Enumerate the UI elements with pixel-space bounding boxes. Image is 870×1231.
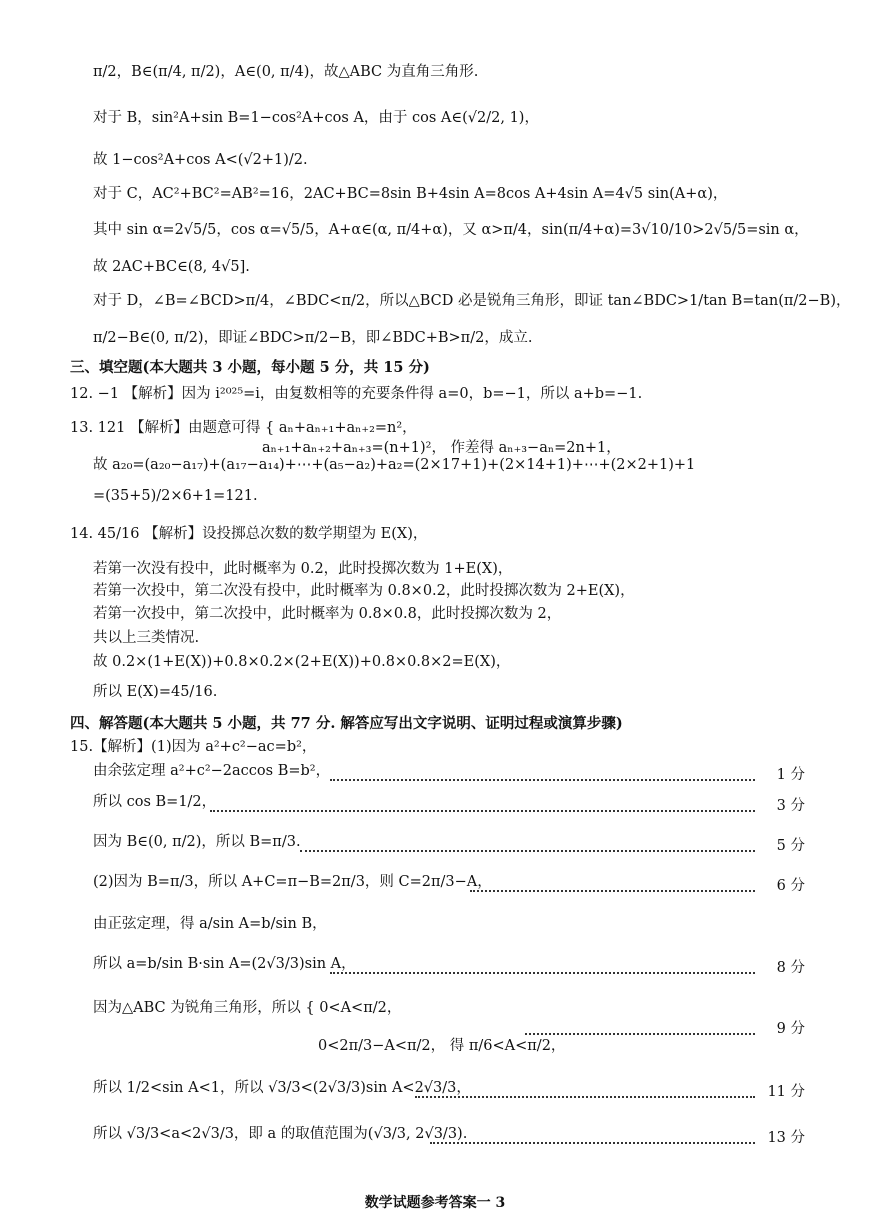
text-line: 对于 C，AC²+BC²=AB²=16，2AC+BC=8sin B+4sin A=8cos A+4sin A=4√5 sin(A+α)， xyxy=(93,186,728,202)
score-label: 1 分 xyxy=(776,767,805,783)
answer-15-line: 所以 √3/3<a<2√3/3，即 a 的取值范围为(√3/3, 2√3/3). xyxy=(93,1126,468,1142)
answer-13-line: 13. 121 【解析】由题意可得 { aₙ+aₙ₊₁+aₙ₊₂=n²， xyxy=(70,420,417,436)
answer-14-line: 若第一次投中，第二次投中，此时概率为 0.8×0.8，此时投掷次数为 2， xyxy=(93,606,562,622)
answer-14-line: 故 0.2×(1+E(X))+0.8×0.2×(2+E(X))+0.8×0.8×2=E(X)， xyxy=(93,654,511,670)
score-label: 3 分 xyxy=(776,798,805,814)
leader-dots xyxy=(330,972,755,974)
leader-dots xyxy=(210,810,755,812)
answer-15-line: 由余弦定理 a²+c²−2accos B=b²， xyxy=(93,763,331,779)
answer-15-line: 所以 a=b/sin B·sin A=(2√3/3)sin A， xyxy=(93,956,356,972)
leader-dots xyxy=(330,779,755,781)
text-line: 故 2AC+BC∈(8, 4√5]. xyxy=(93,259,250,275)
section-heading: 三、填空题(本大题共 3 小题，每小题 5 分，共 15 分) xyxy=(70,359,430,376)
answer-15-line: 所以 1/2<sin A<1，所以 √3/3<(2√3/3)sin A<2√3/3， xyxy=(93,1080,471,1096)
text-line: 其中 sin α=2√5/5，cos α=√5/5，A+α∈(α, π/4+α)，又 α>π/4，sin(π/4+α)=3√10/10>2√5/5=sin α， xyxy=(93,222,809,238)
leader-dots xyxy=(525,1033,755,1035)
page-footer: 数学试题参考答案一 3 xyxy=(364,1195,506,1211)
answer-13-line: 故 a₂₀=(a₂₀−a₁₇)+(a₁₇−a₁₄)+⋯+(a₅−a₂)+a₂=(2×17+1)+(2×14+1)+⋯+(2×2+1)+1 xyxy=(93,457,696,473)
score-label: 11 分 xyxy=(767,1084,805,1100)
score-label: 9 分 xyxy=(776,1021,805,1037)
answer-13-line: aₙ₊₁+aₙ₊₂+aₙ₊₃=(n+1)²， 作差得 aₙ₊₃−aₙ=2n+1， xyxy=(262,440,621,456)
text-line: 故 1−cos²A+cos A<(√2+1)/2. xyxy=(93,152,308,168)
answer-14-line: 若第一次投中，第二次没有投中，此时概率为 0.8×0.2，此时投掷次数为 2+E(X)， xyxy=(93,583,635,599)
leader-dots xyxy=(470,890,755,892)
score-label: 13 分 xyxy=(767,1130,805,1146)
text-line: π/2−B∈(0, π/2)，即证∠BDC>π/2−B，即∠BDC+B>π/2，成立. xyxy=(93,330,533,346)
answer-13-line: =(35+5)/2×6+1=121. xyxy=(93,488,258,504)
score-label: 5 分 xyxy=(776,838,805,854)
text-line: 对于 D，∠B=∠BCD>π/4，∠BDC<π/2，所以△BCD 必是锐角三角形，即证 tan∠BDC>1/tan B=tan(π/2−B)， xyxy=(93,293,851,309)
answer-15-line: 由正弦定理，得 a/sin A=b/sin B， xyxy=(93,916,327,932)
leader-dots xyxy=(415,1096,755,1098)
text-line: 对于 B，sin²A+sin B=1−cos²A+cos A，由于 cos A∈(√2/2, 1)， xyxy=(93,110,539,126)
answer-14-line: 14. 45/16 【解析】设投掷总次数的数学期望为 E(X)， xyxy=(70,526,428,542)
answer-14-line: 若第一次没有投中，此时概率为 0.2，此时投掷次数为 1+E(X)， xyxy=(93,561,513,577)
answer-14-line: 共以上三类情况. xyxy=(93,630,200,646)
text-line: π/2，B∈(π/4, π/2)，A∈(0, π/4)，故△ABC 为直角三角形. xyxy=(93,64,479,80)
leader-dots xyxy=(430,1142,755,1144)
score-label: 8 分 xyxy=(776,960,805,976)
answer-15-line: 所以 cos B=1/2， xyxy=(93,794,217,810)
answer-15-line: (2)因为 B=π/3，所以 A+C=π−B=2π/3，则 C=2π/3−A， xyxy=(93,874,492,890)
answer-15-line: 因为△ABC 为锐角三角形，所以 { 0<A<π/2， xyxy=(93,1000,402,1016)
section-heading: 四、解答题(本大题共 5 小题，共 77 分. 解答应写出文字说明、证明过程或演算步骤) xyxy=(70,715,623,732)
score-label: 6 分 xyxy=(776,878,805,894)
leader-dots xyxy=(300,850,755,852)
answer-12: 12. −1 【解析】因为 i²⁰²⁵=i，由复数相等的充要条件得 a=0，b=−1，所以 a+b=−1. xyxy=(70,386,643,402)
answer-15-line: 15.【解析】(1)因为 a²+c²−ac=b²， xyxy=(70,739,317,755)
answer-15-line: 因为 B∈(0, π/2)，所以 B=π/3. xyxy=(93,834,301,850)
answer-14-line: 所以 E(X)=45/16. xyxy=(93,684,218,700)
answer-15-line: 0<2π/3−A<π/2， 得 π/6<A<π/2， xyxy=(318,1038,566,1054)
